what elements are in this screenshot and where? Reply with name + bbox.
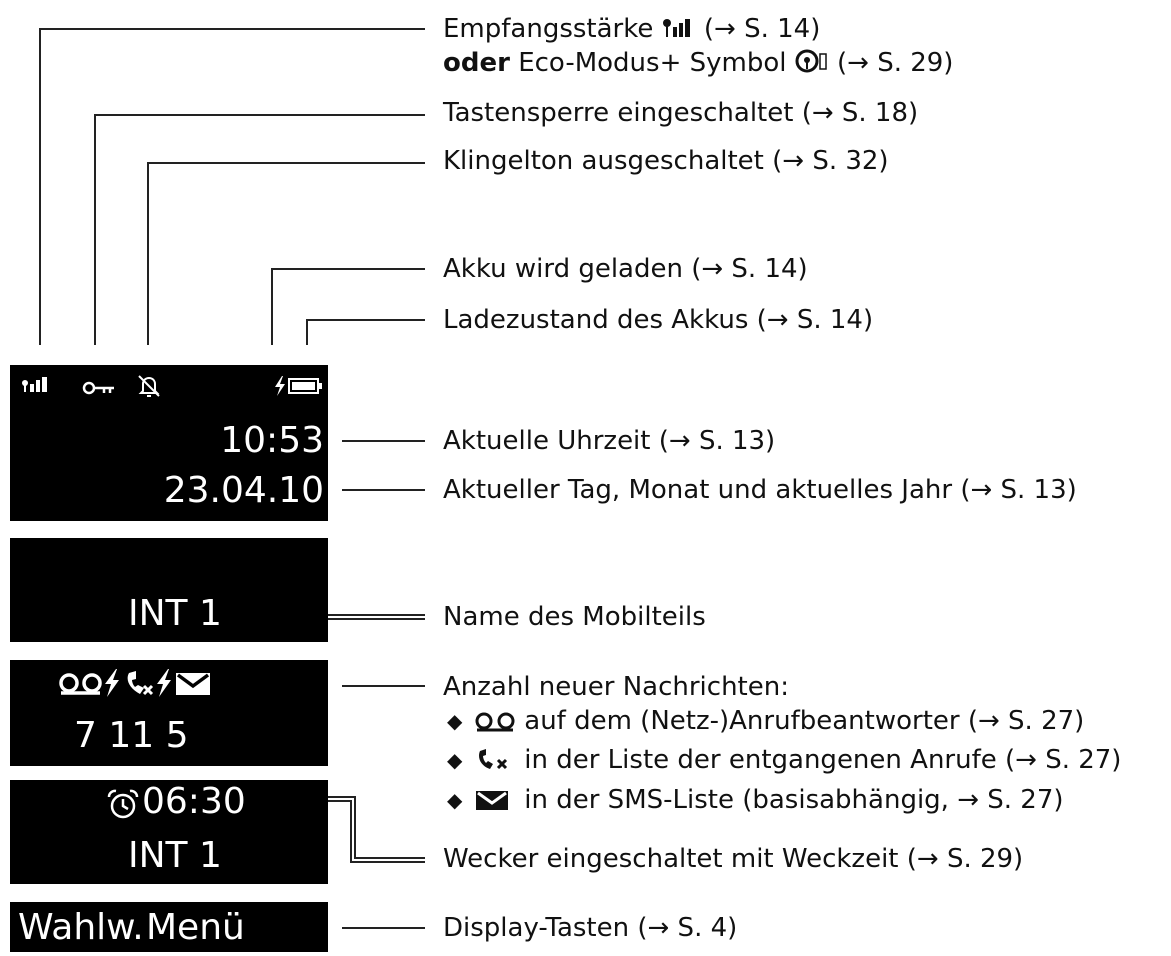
answering-machine-icon: [474, 711, 516, 733]
missed-call-icon: [474, 746, 516, 772]
display-idle: [10, 365, 328, 521]
label-eco: oder Eco-Modus+ Symbol (→ S. 29): [443, 48, 954, 78]
label-handset-name: Name des Mobilteils: [443, 602, 706, 632]
battery-icon: [288, 377, 324, 395]
screen-message-counts: 7 11 5: [74, 715, 189, 756]
label-softkeys: Display-Tasten (→ S. 4): [443, 913, 738, 943]
label-date: Aktueller Tag, Monat und aktuelles Jahr (→ S. 13): [443, 475, 1077, 505]
label-charging: Akku wird geladen (→ S. 14): [443, 254, 808, 284]
label-msg-answering: auf dem (Netz-)Anrufbeantworter (→ S. 27): [474, 706, 1084, 736]
key-icon: [82, 379, 116, 397]
screen-date: 23.04.10: [163, 470, 324, 511]
softkey-left[interactable]: Wahlw.: [18, 907, 144, 948]
softkey-right[interactable]: Menü: [146, 907, 245, 948]
screen-alarm-name: INT 1: [128, 835, 222, 876]
label-alarm: Wecker eingeschaltet mit Weckzeit (→ S. 29): [443, 844, 1024, 874]
label-msg-sms: in der SMS-Liste (basisabhängig, → S. 27): [474, 785, 1064, 815]
label-messages: Anzahl neuer Nachrichten:: [443, 672, 789, 702]
bullet: ◆: [447, 748, 463, 772]
label-msg-missed: in der Liste der entgangenen Anrufe (→ S. 27): [474, 745, 1121, 775]
display-alarm: [10, 780, 328, 884]
screen-alarm-time: 06:30: [142, 781, 246, 822]
screen-time: 10:53: [220, 420, 324, 461]
label-ringer: Klingelton ausgeschaltet (→ S. 32): [443, 146, 889, 176]
label-time: Aktuelle Uhrzeit (→ S. 13): [443, 426, 776, 456]
alarm-clock-icon: [106, 788, 140, 820]
signal-icon: [20, 375, 56, 397]
bullet: ◆: [447, 788, 463, 812]
display-softkeys: [10, 902, 328, 952]
missed-call-icon: [122, 668, 158, 698]
charging-icon: [272, 375, 288, 397]
answering-machine-icon: [58, 670, 104, 698]
eco-mode-icon: [795, 49, 829, 75]
ringer-off-icon: [135, 373, 163, 399]
sms-icon: [474, 788, 516, 812]
label-signal: Empfangsstärke (→ S. 14): [443, 14, 821, 44]
display-messages: [10, 660, 328, 766]
display-name: [10, 538, 328, 642]
bullet: ◆: [447, 709, 463, 733]
sms-icon: [174, 671, 214, 697]
label-battery: Ladezustand des Akkus (→ S. 14): [443, 305, 874, 335]
charging-icon: [102, 668, 122, 698]
screen-handset-name: INT 1: [128, 593, 222, 634]
label-keylock: Tastensperre eingeschaltet (→ S. 18): [443, 98, 919, 128]
charging-icon: [154, 668, 174, 698]
signal-icon: [662, 17, 696, 41]
